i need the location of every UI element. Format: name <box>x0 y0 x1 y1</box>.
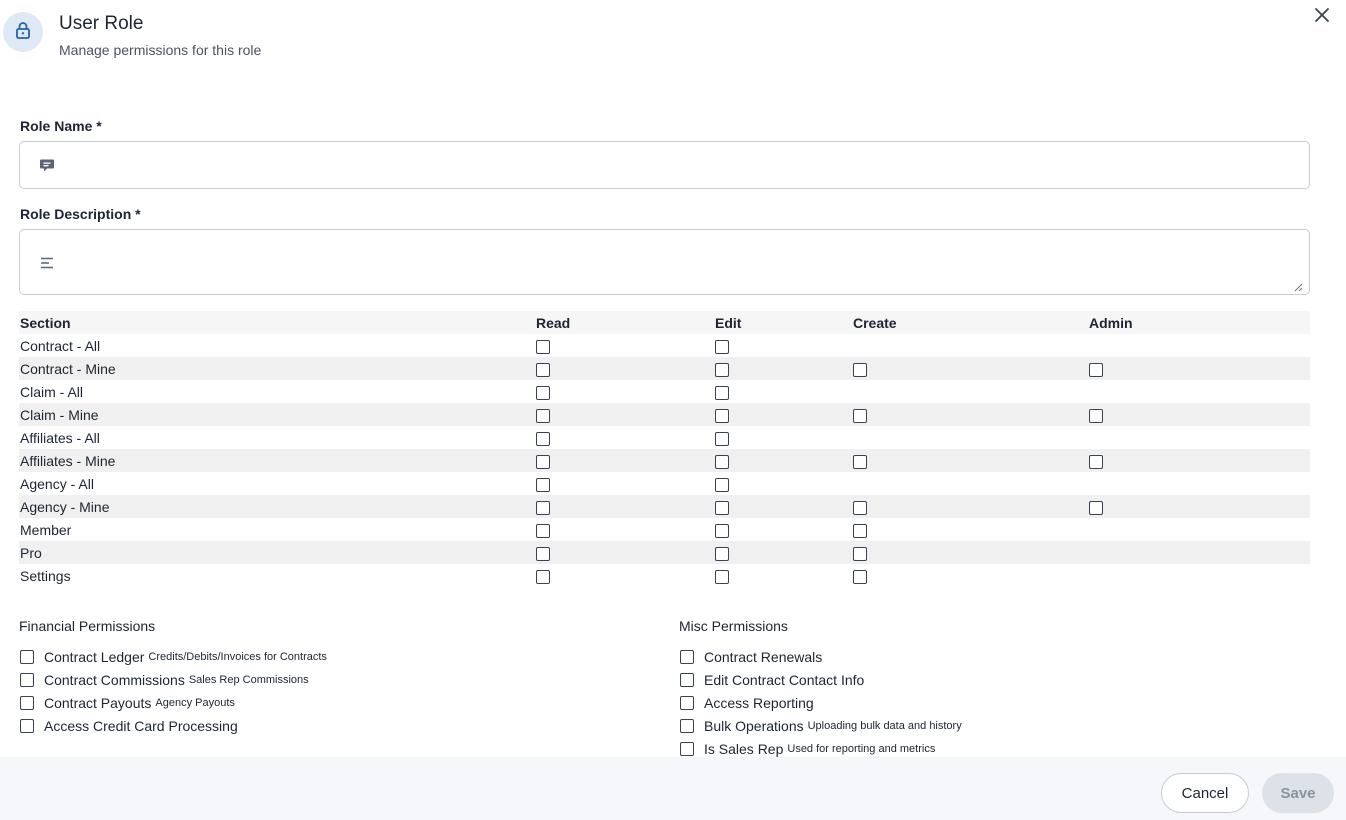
financial-permissions-title: Financial Permissions <box>19 618 156 634</box>
edit-checkbox[interactable] <box>715 547 729 561</box>
permission-label: Contract Payouts <box>44 694 152 711</box>
table-row <box>19 541 1310 564</box>
create-cell <box>853 518 1089 541</box>
create-checkbox[interactable] <box>853 455 867 469</box>
cancel-button[interactable]: Cancel <box>1161 773 1249 813</box>
admin-checkbox[interactable] <box>1089 501 1103 515</box>
read-checkbox[interactable] <box>536 432 550 446</box>
permission-item[interactable] <box>679 668 962 691</box>
edit-cell <box>715 403 853 426</box>
create-checkbox[interactable] <box>853 409 867 423</box>
admin-cell <box>1089 357 1310 380</box>
read-checkbox[interactable] <box>536 363 550 377</box>
read-checkbox[interactable] <box>536 340 550 354</box>
create-checkbox[interactable] <box>853 501 867 515</box>
table-header-row <box>19 311 1310 334</box>
read-checkbox[interactable] <box>536 478 550 492</box>
edit-cell <box>715 357 853 380</box>
close-button[interactable] <box>1311 6 1333 28</box>
admin-cell <box>1089 564 1310 587</box>
create-checkbox[interactable] <box>853 570 867 584</box>
permission-note: Uploading bulk data and history <box>807 719 962 732</box>
permission-note: Credits/Debits/Invoices for Contracts <box>148 650 327 663</box>
permission-label: Contract Commissions <box>44 671 185 688</box>
permission-label: Access Reporting <box>704 694 814 711</box>
edit-cell <box>715 334 853 357</box>
table-row <box>19 564 1310 587</box>
read-cell <box>536 380 715 403</box>
section-name: Affiliates - All <box>19 426 536 449</box>
permission-label: Edit Contract Contact Info <box>704 671 865 688</box>
lock-icon <box>13 20 33 45</box>
header-create: Create <box>853 311 1089 334</box>
permission-item[interactable] <box>679 714 962 737</box>
create-cell <box>853 334 1089 357</box>
admin-checkbox[interactable] <box>1089 363 1103 377</box>
edit-checkbox[interactable] <box>715 455 729 469</box>
read-cell <box>536 518 715 541</box>
permission-checkbox[interactable] <box>680 719 694 733</box>
edit-cell <box>715 518 853 541</box>
admin-cell <box>1089 518 1310 541</box>
create-cell <box>853 403 1089 426</box>
read-cell <box>536 541 715 564</box>
create-cell <box>853 564 1089 587</box>
section-name: Member <box>19 518 536 541</box>
table-row <box>19 518 1310 541</box>
section-name: Contract - All <box>19 334 536 357</box>
read-checkbox[interactable] <box>536 570 550 584</box>
read-cell <box>536 564 715 587</box>
permission-checkbox[interactable] <box>20 696 34 710</box>
role-name-field[interactable] <box>19 141 1310 189</box>
edit-cell <box>715 472 853 495</box>
edit-checkbox[interactable] <box>715 432 729 446</box>
admin-cell <box>1089 334 1310 357</box>
dialog-header <box>0 0 1346 90</box>
header-section: Section <box>19 311 536 334</box>
misc-permissions-list <box>679 645 962 760</box>
section-name: Claim - All <box>19 380 536 403</box>
admin-cell <box>1089 495 1310 518</box>
create-cell <box>853 472 1089 495</box>
read-checkbox[interactable] <box>536 524 550 538</box>
create-cell <box>853 357 1089 380</box>
permission-checkbox[interactable] <box>680 742 694 756</box>
admin-cell <box>1089 380 1310 403</box>
permission-checkbox[interactable] <box>680 673 694 687</box>
dialog-subtitle: Manage permissions for this role <box>59 42 262 58</box>
read-cell <box>536 449 715 472</box>
edit-cell <box>715 380 853 403</box>
edit-checkbox[interactable] <box>715 570 729 584</box>
edit-cell <box>715 541 853 564</box>
table-row <box>19 495 1310 518</box>
permission-checkbox[interactable] <box>680 696 694 710</box>
section-name: Contract - Mine <box>19 357 536 380</box>
create-cell <box>853 426 1089 449</box>
lock-badge <box>3 12 43 52</box>
create-cell <box>853 541 1089 564</box>
edit-cell <box>715 426 853 449</box>
section-name: Affiliates - Mine <box>19 449 536 472</box>
table-row <box>19 426 1310 449</box>
save-button[interactable]: Save <box>1262 773 1334 813</box>
read-cell <box>536 495 715 518</box>
table-row <box>19 334 1310 357</box>
table-row <box>19 449 1310 472</box>
permission-checkbox[interactable] <box>680 650 694 664</box>
read-cell <box>536 403 715 426</box>
read-cell <box>536 426 715 449</box>
admin-cell <box>1089 449 1310 472</box>
create-cell <box>853 495 1089 518</box>
permission-label: Contract Renewals <box>704 648 823 665</box>
role-description-input[interactable] <box>70 248 1293 284</box>
section-name: Agency - Mine <box>19 495 536 518</box>
header-read: Read <box>536 311 715 334</box>
admin-cell <box>1089 541 1310 564</box>
read-checkbox[interactable] <box>536 409 550 423</box>
permission-label: Is Sales Rep <box>704 740 784 757</box>
admin-checkbox[interactable] <box>1089 409 1103 423</box>
permission-note: Agency Payouts <box>155 696 235 709</box>
create-cell <box>853 380 1089 403</box>
read-checkbox[interactable] <box>536 386 550 400</box>
create-cell <box>853 449 1089 472</box>
edit-checkbox[interactable] <box>715 340 729 354</box>
read-checkbox[interactable] <box>536 547 550 561</box>
edit-checkbox[interactable] <box>715 386 729 400</box>
permission-note: Used for reporting and metrics <box>787 742 936 755</box>
create-checkbox[interactable] <box>853 524 867 538</box>
financial-permissions-list <box>19 645 327 737</box>
edit-cell <box>715 495 853 518</box>
section-name: Claim - Mine <box>19 403 536 426</box>
permissions-table <box>19 311 1310 587</box>
read-checkbox[interactable] <box>536 501 550 515</box>
edit-cell <box>715 564 853 587</box>
read-cell <box>536 472 715 495</box>
resize-grip-icon[interactable] <box>1294 279 1303 288</box>
section-name: Agency - All <box>19 472 536 495</box>
permission-item[interactable] <box>19 668 327 691</box>
edit-checkbox[interactable] <box>715 363 729 377</box>
permission-item[interactable] <box>679 645 962 668</box>
table-row <box>19 472 1310 495</box>
permission-label: Access Credit Card Processing <box>44 717 238 734</box>
role-name-input[interactable] <box>70 156 1293 176</box>
section-name: Pro <box>19 541 536 564</box>
edit-checkbox[interactable] <box>715 478 729 492</box>
read-cell <box>536 334 715 357</box>
header-admin: Admin <box>1089 311 1310 334</box>
dialog-footer <box>0 757 1346 820</box>
table-row <box>19 357 1310 380</box>
role-description-field[interactable] <box>19 229 1310 295</box>
permission-label: Bulk Operations <box>704 717 804 734</box>
permission-item[interactable] <box>19 645 327 668</box>
table-row <box>19 403 1310 426</box>
table-row <box>19 380 1310 403</box>
section-name: Settings <box>19 564 536 587</box>
dialog-title: User Role <box>59 13 144 34</box>
create-checkbox[interactable] <box>853 547 867 561</box>
text-lines-icon <box>38 254 56 272</box>
permission-label: Contract Ledger <box>44 648 145 665</box>
role-name-label: Role Name * <box>20 118 102 134</box>
close-icon[interactable] <box>1314 7 1330 28</box>
edit-checkbox[interactable] <box>715 409 729 423</box>
permission-item[interactable] <box>19 714 327 737</box>
edit-checkbox[interactable] <box>715 501 729 515</box>
message-icon <box>38 156 56 174</box>
create-checkbox[interactable] <box>853 363 867 377</box>
permission-checkbox[interactable] <box>20 650 34 664</box>
permission-checkbox[interactable] <box>20 673 34 687</box>
misc-permissions-title: Misc Permissions <box>679 618 788 634</box>
permission-item[interactable] <box>19 691 327 714</box>
permission-note: Sales Rep Commissions <box>188 673 309 686</box>
edit-checkbox[interactable] <box>715 524 729 538</box>
admin-cell <box>1089 426 1310 449</box>
edit-cell <box>715 449 853 472</box>
header-edit: Edit <box>715 311 853 334</box>
role-description-label: Role Description * <box>20 206 141 222</box>
admin-cell <box>1089 472 1310 495</box>
permission-checkbox[interactable] <box>20 719 34 733</box>
admin-checkbox[interactable] <box>1089 455 1103 469</box>
admin-cell <box>1089 403 1310 426</box>
read-cell <box>536 357 715 380</box>
read-checkbox[interactable] <box>536 455 550 469</box>
permission-item[interactable] <box>679 691 962 714</box>
